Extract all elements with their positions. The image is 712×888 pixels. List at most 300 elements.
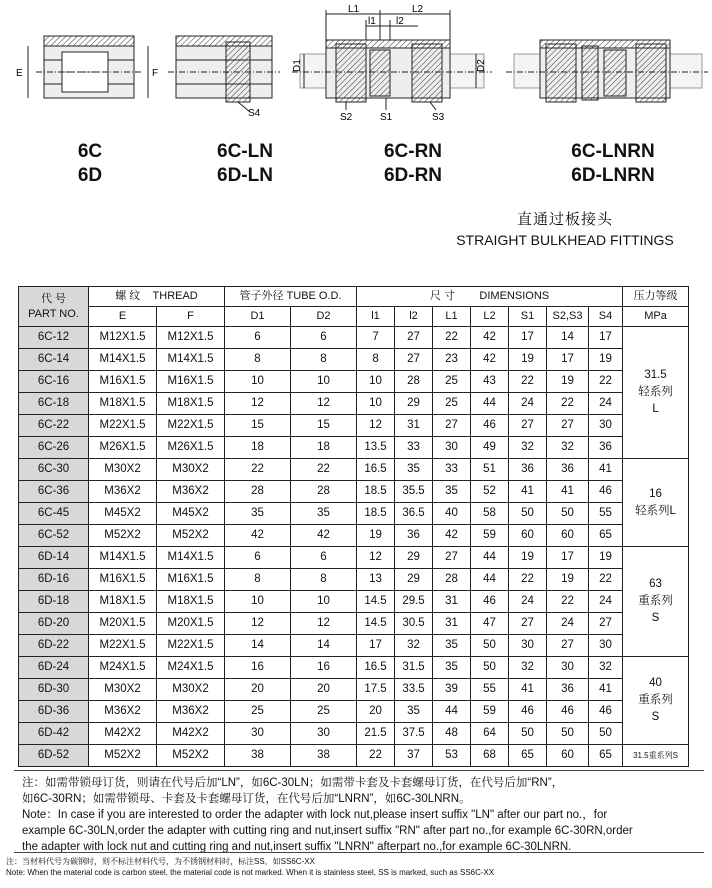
cell-l2-small: 35 xyxy=(395,459,433,481)
cell-d1: 22 xyxy=(225,459,291,481)
cell-thread-e: M14X1.5 xyxy=(89,349,157,371)
cell-l2-small: 35 xyxy=(395,701,433,723)
label-s1: S1 xyxy=(380,112,393,123)
col-f: F xyxy=(157,307,225,327)
cell-d1: 10 xyxy=(225,591,291,613)
cell-l2-small: 28 xyxy=(395,371,433,393)
header-dimensions xyxy=(357,287,623,307)
cell-s4: 41 xyxy=(589,679,623,701)
label-d1: D1 xyxy=(292,59,303,72)
cell-s2s3: 41 xyxy=(547,481,589,503)
cell-s2s3: 46 xyxy=(547,701,589,723)
cell-thread-e: M30X2 xyxy=(89,679,157,701)
cell-thread-e: M36X2 xyxy=(89,481,157,503)
cell-l1-small: 12 xyxy=(357,547,395,569)
cell-l1: 35 xyxy=(433,635,471,657)
cell-s2s3: 32 xyxy=(547,437,589,459)
cell-part-no: 6C-30 xyxy=(19,459,89,481)
model-code-line1: 6C-LNRN xyxy=(571,141,655,162)
cell-d2: 42 xyxy=(291,525,357,547)
pressure-code: S xyxy=(651,612,660,624)
cell-thread-f: M30X2 xyxy=(157,679,225,701)
cell-s4: 41 xyxy=(589,459,623,481)
cell-d1: 10 xyxy=(225,371,291,393)
pressure-value: 31.5 xyxy=(644,369,667,381)
cell-l2: 46 xyxy=(471,415,509,437)
cell-l1: 31 xyxy=(433,613,471,635)
header-dim-cn: 尺 寸 xyxy=(429,290,455,302)
cell-s1: 30 xyxy=(509,635,547,657)
footer-en: Note: When the material code is carbon steel, the material code is not marked. When it is stainless steel, SS is marked, such as SS6C-XX xyxy=(6,868,495,877)
cell-d2: 12 xyxy=(291,393,357,415)
cell-part-no: 6C-45 xyxy=(19,503,89,525)
cell-thread-f: M24X1.5 xyxy=(157,657,225,679)
model-6c-lnrn xyxy=(548,140,678,188)
label-f: F xyxy=(152,68,159,79)
table-row xyxy=(19,459,689,481)
cell-l1: 53 xyxy=(433,745,471,767)
drawing-6c-ln xyxy=(168,36,280,112)
cell-part-no: 6D-22 xyxy=(19,635,89,657)
pressure-group xyxy=(623,547,689,657)
cell-d1: 28 xyxy=(225,481,291,503)
cell-l1: 39 xyxy=(433,679,471,701)
cell-thread-e: M22X1.5 xyxy=(89,635,157,657)
note-cn-1: 注：如需带锁母订货，则请在代号后加“LN”，如6C-30LN；如需带卡套及卡套螺母订货，在代号后加“RN”， xyxy=(22,777,564,789)
header-pressure: 压力等级 xyxy=(623,287,689,307)
cell-d1: 42 xyxy=(225,525,291,547)
cell-part-no: 6D-42 xyxy=(19,723,89,745)
cell-l1-small: 18.5 xyxy=(357,481,395,503)
header-thread xyxy=(89,287,225,307)
col-s1: S1 xyxy=(509,307,547,327)
cell-s2s3: 22 xyxy=(547,393,589,415)
cell-thread-f: M30X2 xyxy=(157,459,225,481)
cell-l2-small: 31 xyxy=(395,415,433,437)
cell-part-no: 6D-24 xyxy=(19,657,89,679)
model-6c-ln xyxy=(190,140,300,188)
cell-l1-small: 8 xyxy=(357,349,395,371)
header-tube-cn: 管子外径 xyxy=(239,290,284,302)
pressure-group xyxy=(623,459,689,547)
cell-l2: 42 xyxy=(471,349,509,371)
cell-d2: 35 xyxy=(291,503,357,525)
cell-thread-f: M22X1.5 xyxy=(157,635,225,657)
cell-thread-e: M30X2 xyxy=(89,459,157,481)
cell-l1: 48 xyxy=(433,723,471,745)
cell-d2: 20 xyxy=(291,679,357,701)
cell-l2: 52 xyxy=(471,481,509,503)
cell-l2: 51 xyxy=(471,459,509,481)
cell-s4: 46 xyxy=(589,701,623,723)
divider-line xyxy=(14,770,704,771)
cell-s4: 55 xyxy=(589,503,623,525)
cell-l1-small: 14.5 xyxy=(357,591,395,613)
cell-l1-small: 13.5 xyxy=(357,437,395,459)
table-row xyxy=(19,701,689,723)
cell-s4: 65 xyxy=(589,525,623,547)
cell-l1: 35 xyxy=(433,657,471,679)
cell-l2: 43 xyxy=(471,371,509,393)
cell-s2s3: 50 xyxy=(547,723,589,745)
cell-l1-small: 17.5 xyxy=(357,679,395,701)
drawing-6c-lnrn xyxy=(506,40,708,102)
cell-d2: 18 xyxy=(291,437,357,459)
cell-thread-f: M26X1.5 xyxy=(157,437,225,459)
col-e: E xyxy=(89,307,157,327)
cell-part-no: 6C-16 xyxy=(19,371,89,393)
cell-l2: 47 xyxy=(471,613,509,635)
header-thread-en: THREAD xyxy=(152,290,198,302)
cell-l2: 44 xyxy=(471,547,509,569)
pressure-series: 轻系列L xyxy=(635,504,676,517)
pressure-code: S xyxy=(651,711,660,723)
cell-s4: 32 xyxy=(589,657,623,679)
cell-s4: 22 xyxy=(589,569,623,591)
note-en-2: example 6C-30LN,order the adapter with cutting ring and nut,insert suffix "RN" after part no.,for example 6C-30RN,order xyxy=(22,825,633,837)
spec-table xyxy=(18,286,689,767)
cell-d2: 38 xyxy=(291,745,357,767)
cell-l1-small: 17 xyxy=(357,635,395,657)
model-code-line1: 6C-RN xyxy=(383,141,443,162)
note-en-3: the adapter with lock nut and cutting ring and nut,insert suffix "LNRN" afterpart no.,for example 6C-30LNRN. xyxy=(22,841,572,853)
col-l2: L2 xyxy=(471,307,509,327)
header-tube xyxy=(225,287,357,307)
cell-l2: 59 xyxy=(471,525,509,547)
cell-l2-small: 37 xyxy=(395,745,433,767)
cell-thread-f: M14X1.5 xyxy=(157,547,225,569)
cell-thread-e: M52X2 xyxy=(89,525,157,547)
label-l2: L2 xyxy=(412,4,424,15)
table-row xyxy=(19,437,689,459)
header-part-en: PART NO. xyxy=(28,307,79,320)
col-mpa: MPa xyxy=(623,307,689,327)
cell-s4: 65 xyxy=(589,745,623,767)
table-row xyxy=(19,327,689,349)
cell-s1: 65 xyxy=(509,745,547,767)
cell-d2: 12 xyxy=(291,613,357,635)
cell-s4: 24 xyxy=(589,591,623,613)
cell-part-no: 6D-14 xyxy=(19,547,89,569)
cell-part-no: 6D-30 xyxy=(19,679,89,701)
cell-l1: 33 xyxy=(433,459,471,481)
cell-part-no: 6C-36 xyxy=(19,481,89,503)
cell-thread-e: M18X1.5 xyxy=(89,591,157,613)
cell-l2-small: 32 xyxy=(395,635,433,657)
cell-l1: 40 xyxy=(433,503,471,525)
col-d1: D1 xyxy=(225,307,291,327)
cell-d1: 25 xyxy=(225,701,291,723)
cell-l2: 59 xyxy=(471,701,509,723)
model-code-line1: 6C xyxy=(77,141,103,162)
cell-l2: 64 xyxy=(471,723,509,745)
cell-part-no: 6C-12 xyxy=(19,327,89,349)
table-row xyxy=(19,591,689,613)
cell-l2: 50 xyxy=(471,657,509,679)
cell-s4: 46 xyxy=(589,481,623,503)
cell-d2: 30 xyxy=(291,723,357,745)
cell-l1: 31 xyxy=(433,591,471,613)
cell-l1-small: 20 xyxy=(357,701,395,723)
cell-l1: 27 xyxy=(433,415,471,437)
cell-l1-small: 21.5 xyxy=(357,723,395,745)
cell-thread-e: M45X2 xyxy=(89,503,157,525)
cell-s2s3: 17 xyxy=(547,349,589,371)
col-l1: L1 xyxy=(433,307,471,327)
cell-part-no: 6C-18 xyxy=(19,393,89,415)
cell-l2-small: 31.5 xyxy=(395,657,433,679)
table-row xyxy=(19,635,689,657)
table-row xyxy=(19,503,689,525)
header-thread-cn: 螺 纹 xyxy=(115,290,141,302)
cell-d1: 12 xyxy=(225,393,291,415)
cell-d2: 28 xyxy=(291,481,357,503)
pressure-value: 16 xyxy=(649,487,662,500)
cell-s2s3: 50 xyxy=(547,503,589,525)
cell-s1: 50 xyxy=(509,503,547,525)
cell-d2: 15 xyxy=(291,415,357,437)
table-row xyxy=(19,569,689,591)
cell-l1-small: 22 xyxy=(357,745,395,767)
cell-l2: 50 xyxy=(471,635,509,657)
cell-l1: 30 xyxy=(433,437,471,459)
table-row xyxy=(19,349,689,371)
pressure-value: 63 xyxy=(649,578,662,590)
cell-s4: 30 xyxy=(589,635,623,657)
cell-d2: 25 xyxy=(291,701,357,723)
model-code-line2: 6D xyxy=(77,165,103,186)
model-code-line1: 6C-LN xyxy=(217,141,273,162)
header-row-1 xyxy=(19,287,689,307)
cell-l1-small: 19 xyxy=(357,525,395,547)
cell-part-no: 6C-22 xyxy=(19,415,89,437)
cell-thread-f: M36X2 xyxy=(157,481,225,503)
cell-l1-small: 10 xyxy=(357,371,395,393)
cell-l2: 46 xyxy=(471,591,509,613)
table-row xyxy=(19,723,689,745)
cell-s1: 27 xyxy=(509,415,547,437)
model-code-line2: 6D-LN xyxy=(217,165,273,186)
pressure-group xyxy=(623,745,689,767)
cell-l1: 42 xyxy=(433,525,471,547)
cell-thread-f: M14X1.5 xyxy=(157,349,225,371)
cell-s2s3: 17 xyxy=(547,547,589,569)
cell-part-no: 6C-52 xyxy=(19,525,89,547)
cell-d1: 8 xyxy=(225,349,291,371)
cell-thread-f: M42X2 xyxy=(157,723,225,745)
cell-d1: 35 xyxy=(225,503,291,525)
cell-l2-small: 29 xyxy=(395,547,433,569)
cell-thread-f: M16X1.5 xyxy=(157,569,225,591)
cell-d2: 16 xyxy=(291,657,357,679)
header-row-2 xyxy=(19,307,689,327)
cell-l1: 44 xyxy=(433,701,471,723)
label-i1: l1 xyxy=(368,16,376,27)
cell-thread-e: M16X1.5 xyxy=(89,371,157,393)
cell-s1: 41 xyxy=(509,679,547,701)
cell-l1-small: 7 xyxy=(357,327,395,349)
label-s2: S2 xyxy=(340,112,353,123)
cell-l1-small: 13 xyxy=(357,569,395,591)
header-tube-en: TUBE O.D. xyxy=(286,290,342,302)
table-row xyxy=(19,371,689,393)
cell-s2s3: 60 xyxy=(547,525,589,547)
cell-s2s3: 22 xyxy=(547,591,589,613)
cell-d2: 22 xyxy=(291,459,357,481)
cell-d1: 16 xyxy=(225,657,291,679)
pressure-code: L xyxy=(652,403,659,415)
cell-thread-e: M26X1.5 xyxy=(89,437,157,459)
cell-l2-small: 29.5 xyxy=(395,591,433,613)
note-cn-2: 如6C-30RN；如需带锁母、卡套及卡套螺母订货，在代号后加“LNRN”，如6C-30LNRN。 xyxy=(22,793,471,805)
cell-l2: 42 xyxy=(471,327,509,349)
col-l2-small: l2 xyxy=(395,307,433,327)
label-i2: l2 xyxy=(396,16,404,27)
cell-s1: 22 xyxy=(509,569,547,591)
cell-s1: 27 xyxy=(509,613,547,635)
cell-thread-e: M20X1.5 xyxy=(89,613,157,635)
model-6c xyxy=(50,140,130,188)
cell-d1: 14 xyxy=(225,635,291,657)
label-s4: S4 xyxy=(248,108,261,119)
cell-thread-e: M14X1.5 xyxy=(89,547,157,569)
material-footer xyxy=(6,856,706,878)
spec-table-body xyxy=(19,327,689,767)
cell-s1: 19 xyxy=(509,349,547,371)
title-english: STRAIGHT BULKHEAD FITTINGS xyxy=(456,232,674,248)
cell-l1-small: 12 xyxy=(357,415,395,437)
col-l1-small: l1 xyxy=(357,307,395,327)
cell-l2: 68 xyxy=(471,745,509,767)
cell-s4: 24 xyxy=(589,393,623,415)
cell-d2: 14 xyxy=(291,635,357,657)
cell-l2-small: 27 xyxy=(395,327,433,349)
cell-thread-f: M12X1.5 xyxy=(157,327,225,349)
drawing-6c xyxy=(28,36,148,98)
cell-l2-small: 36.5 xyxy=(395,503,433,525)
cell-l2: 44 xyxy=(471,569,509,591)
cell-d1: 12 xyxy=(225,613,291,635)
cell-thread-f: M20X1.5 xyxy=(157,613,225,635)
cell-s1: 17 xyxy=(509,327,547,349)
cell-s4: 19 xyxy=(589,547,623,569)
cell-d1: 38 xyxy=(225,745,291,767)
cell-s2s3: 30 xyxy=(547,657,589,679)
title-chinese: 直通过板接头 xyxy=(516,211,613,228)
label-s3: S3 xyxy=(432,112,445,123)
cell-part-no: 6C-14 xyxy=(19,349,89,371)
cell-s2s3: 19 xyxy=(547,569,589,591)
cell-d1: 20 xyxy=(225,679,291,701)
cell-d1: 6 xyxy=(225,547,291,569)
pressure-value: 31.5重系列S xyxy=(633,751,678,760)
cell-l2: 44 xyxy=(471,393,509,415)
pressure-series: 重系列 xyxy=(638,595,673,607)
cell-l2-small: 33.5 xyxy=(395,679,433,701)
cell-thread-e: M52X2 xyxy=(89,745,157,767)
model-6c-rn xyxy=(358,140,468,188)
table-row xyxy=(19,613,689,635)
cell-s4: 27 xyxy=(589,613,623,635)
cell-d1: 30 xyxy=(225,723,291,745)
cell-s4: 19 xyxy=(589,349,623,371)
cell-s1: 36 xyxy=(509,459,547,481)
label-e: E xyxy=(16,68,23,79)
table-row xyxy=(19,393,689,415)
cell-part-no: 6D-16 xyxy=(19,569,89,591)
cell-thread-f: M18X1.5 xyxy=(157,591,225,613)
pressure-series: 重系列 xyxy=(638,694,673,706)
col-s2s3: S2,S3 xyxy=(547,307,589,327)
cell-l2-small: 33 xyxy=(395,437,433,459)
col-s4: S4 xyxy=(589,307,623,327)
cell-thread-f: M52X2 xyxy=(157,525,225,547)
cell-s4: 30 xyxy=(589,415,623,437)
cell-s2s3: 60 xyxy=(547,745,589,767)
table-row xyxy=(19,525,689,547)
cell-thread-e: M16X1.5 xyxy=(89,569,157,591)
cell-l2-small: 35.5 xyxy=(395,481,433,503)
table-row xyxy=(19,745,689,767)
pressure-group xyxy=(623,657,689,745)
cell-l2: 58 xyxy=(471,503,509,525)
cell-l1: 23 xyxy=(433,349,471,371)
cell-s1: 22 xyxy=(509,371,547,393)
cell-s4: 50 xyxy=(589,723,623,745)
cell-d2: 6 xyxy=(291,327,357,349)
cell-part-no: 6D-36 xyxy=(19,701,89,723)
cell-thread-e: M36X2 xyxy=(89,701,157,723)
cell-d2: 10 xyxy=(291,591,357,613)
header-part-cn: 代 号 xyxy=(40,292,67,305)
cell-l1: 25 xyxy=(433,371,471,393)
cell-l2-small: 36 xyxy=(395,525,433,547)
cell-s2s3: 36 xyxy=(547,459,589,481)
pressure-series: 轻系列 xyxy=(638,386,673,398)
cell-l1-small: 16.5 xyxy=(357,459,395,481)
table-row xyxy=(19,415,689,437)
cell-s2s3: 14 xyxy=(547,327,589,349)
header-dim-en: DIMENSIONS xyxy=(479,290,550,302)
cell-l1: 25 xyxy=(433,393,471,415)
cell-l1-small: 10 xyxy=(357,393,395,415)
cell-d2: 6 xyxy=(291,547,357,569)
cell-thread-f: M45X2 xyxy=(157,503,225,525)
drawing-6c-rn xyxy=(292,10,492,110)
cell-thread-e: M24X1.5 xyxy=(89,657,157,679)
cell-l1: 28 xyxy=(433,569,471,591)
pressure-group xyxy=(623,327,689,459)
label-l1: L1 xyxy=(348,4,360,15)
header-part-no xyxy=(19,287,89,327)
table-row xyxy=(19,481,689,503)
cell-l1-small: 14.5 xyxy=(357,613,395,635)
cell-s1: 32 xyxy=(509,657,547,679)
table-row xyxy=(19,679,689,701)
cell-l2-small: 30.5 xyxy=(395,613,433,635)
cell-thread-f: M18X1.5 xyxy=(157,393,225,415)
pressure-value: 40 xyxy=(649,677,662,689)
cell-s1: 50 xyxy=(509,723,547,745)
cell-thread-f: M22X1.5 xyxy=(157,415,225,437)
cell-thread-f: M52X2 xyxy=(157,745,225,767)
cell-s2s3: 24 xyxy=(547,613,589,635)
cell-l1-small: 18.5 xyxy=(357,503,395,525)
order-notes xyxy=(22,775,692,855)
cell-d1: 18 xyxy=(225,437,291,459)
cell-part-no: 6C-26 xyxy=(19,437,89,459)
cell-thread-e: M22X1.5 xyxy=(89,415,157,437)
